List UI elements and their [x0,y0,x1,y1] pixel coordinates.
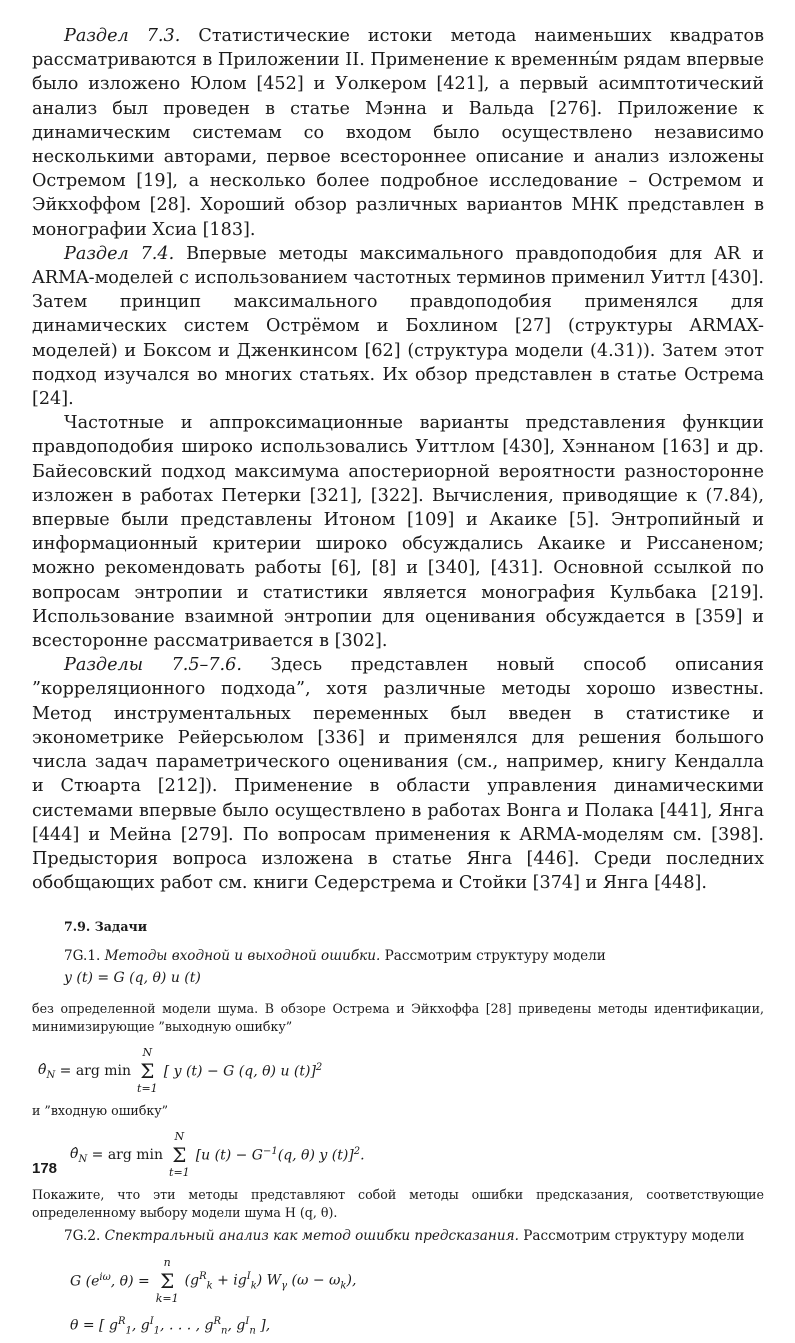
section-label: Разделы 7.5–7.6. [64,655,242,676]
task-7g1-header [64,946,764,966]
task-7g1-text-3: Покажите, что эти методы представляют собой методы ошибки предсказания, соответствующие определенному выбору модели шума H (q, θ). [32,1187,764,1221]
task-7g1-text-1: без определенной модели шума. В обзоре Острема и Эйкхоффа [28] приведены методы идентификации, минимизирующие ”выходную ошибку” [32,1001,764,1035]
task-7g2-header [64,1226,764,1246]
task-lead: Рассмотрим структуру модели [518,1228,745,1245]
task-lead: Рассмотрим структуру модели [380,948,606,965]
paragraph-section-7-4 [32,242,764,411]
section-heading: 7.9. Задачи [64,919,148,935]
paragraph-text: Статистические истоки метода наименьших квадратов рассматриваются в Приложении II. Применение к временны́м рядам впервые было изложено Юлом [452] и Уолкером [421], а первый асимптотический анализ был проведен в статье Мэнна и Вальда [276]. Приложение к динамическим системам со входом было осуществлено независимо несколькими авторами, первое всестороннее описание и анализ изложены Остремом [19], а несколько более подробное исследование – Остремом и Эйкхоффом [28]. Хороший обзор различных вариантов МНК представлен в монографии Хсиа [183]. [32,26,765,240]
paragraph-sections-7-5-7-6 [32,653,764,895]
task-number: 7G.1. [64,948,101,965]
task-7g1-text-2: и ”входную ошибку” [32,1103,169,1119]
spectral-model-formula: G ($e^{i\omega}$, θ) = n Σ k=1 $(g^R_k + ig^I_k)$ $W_\gamma$ $(\omega - \omega_k)$, [70,1256,357,1306]
output-error-formula: $\thetâ_N$ = arg min N Σ t=1 [ y (t) − G (q, θ) u (t)]$^2$ [38,1046,323,1096]
paragraph-frequency-variants [32,411,764,653]
paragraph-text: Впервые методы максимального правдоподобия для AR и ARMA-моделей с использованием частотных терминов применил Уиттл [430]. Затем принцип максимального правдоподобия применялся для динамических систем Острёмом и Бохлином [27] (структуры ARMAX-моделей) и Боксом и Дженкинсом [62] (структура модели (4.31)). Затем этот подход изучался во многих статьях. Их обзор представлен в статье Острема [24]. [32,243,764,410]
page-content [32,24,764,1343]
section-label: Раздел 7.3. [64,26,181,46]
page-number: 178 [32,1160,58,1177]
paragraph-text: Здесь представлен новый способ описания ”корреляционного подхода”, хотя различные методы хорошо известны. Метод инструментальных переменных был введен в статистике и эконометрике Рейерсьюлом [336] и применялся для решения большого числа задач параметрического оценивания (см., например, книгу Кендалла и Стюарта [212]). Применение в области управления динамическими системами впервые было осуществлено в работах Вонга и Полака [441], Янга [444] и Мейна [279]. По вопросам применения к ARMA-моделям см. [398]. Предыстория вопроса изложена в статье Янга [446]. Среди последних обобщающих работ см. книги Седерстрема и Стойки [374] и Янга [448]. [32,655,765,894]
model-equation: y (t) = G (q, θ) u (t) [64,970,201,987]
input-error-formula: $\thetâ_N$ = arg min N Σ t=1 [u $(t) - G^{-1}(q$, θ) y (t)]$^2$. [70,1130,365,1180]
paragraph-text: Частотные и аппроксимационные варианты представления функции правдоподобия широко использовались Уиттлом [430], Хэннаном [163] и др. Байесовский подход максимума апостериорной вероятности разносторонне изложен в работах Петерки [321], [322]. Вычисления, приводящие к (7.84), впервые были представлены Итоном [109] и Акаике [5]. Энтропийный и информационный критерии широко обсуждались Акаике и Риссаненом; можно рекомендовать работы [6], [8] и [340], [431]. Основной ссылкой по вопросам энтропии и статистики является монография Кульбака [219]. Использование взаимной энтропии для оценивания обсуждается в [359] и всесторонне рассматривается в [302]. [32,413,764,652]
theta-vector-formula: θ = [ $g^R_1$, $g^I_1$, . . . , $g^R_n$, $g^I_n$ ], [70,1316,271,1337]
section-label: Раздел 7.4. [64,243,175,264]
task-number: 7G.2. [64,1228,101,1245]
task-title: Спектральный анализ как метод ошибки предсказания. [104,1228,519,1245]
paragraph-section-7-3 [32,24,764,242]
task-title: Методы входной и выходной ошибки. [104,948,381,965]
